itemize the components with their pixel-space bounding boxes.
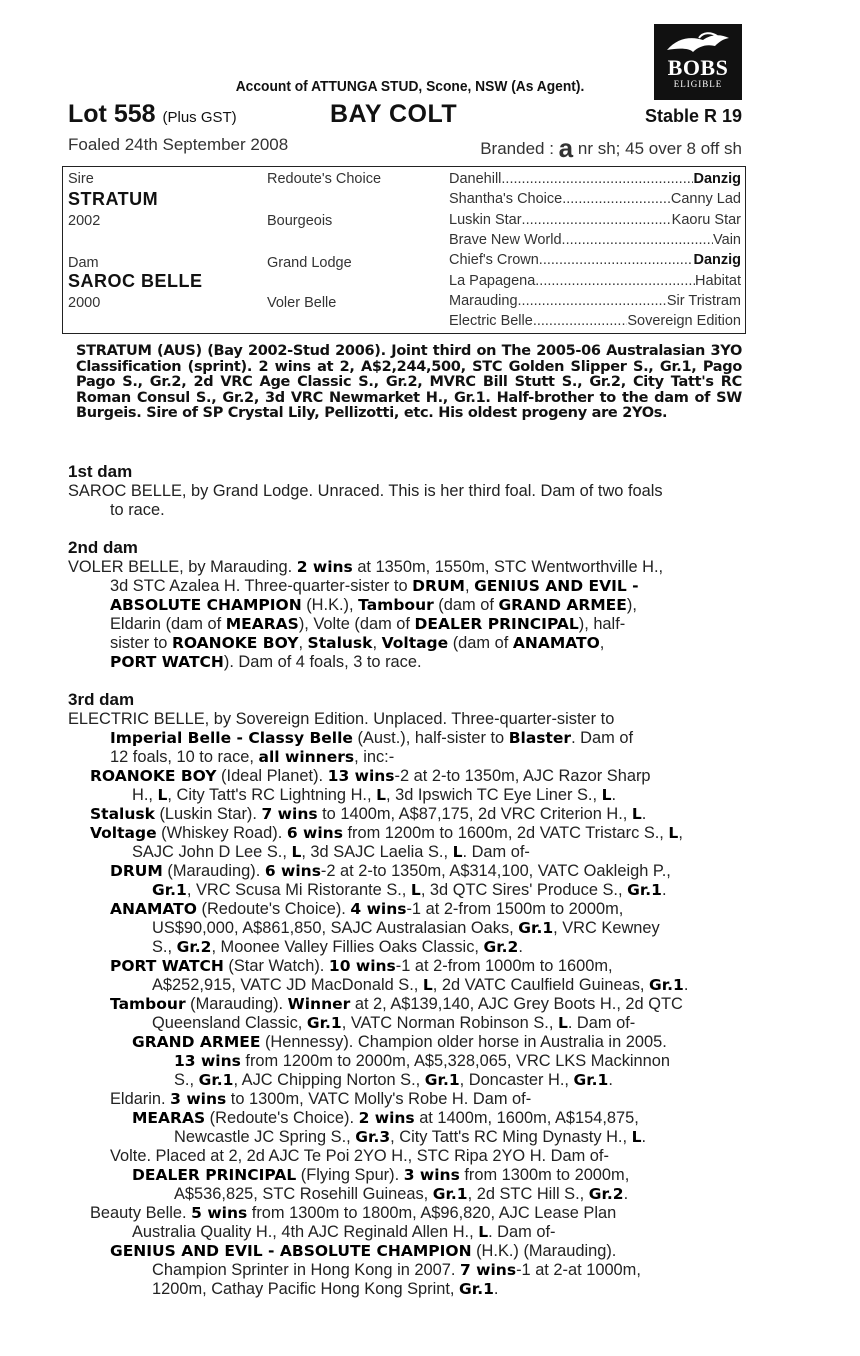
gen3-sire: Canny Lad [670,191,741,208]
sire-description: STRATUM (AUS) (Bay 2002-Stud 2006). Joint third on The 2005-06 Australasian 3YO Classification (sprint). 2 wins at 2, A$2,244,500, STC Golden Slipper S., Gr.1, Pago Pago S., Gr.2, 2d VRC Age Classic S., Gr.2, MVRC Bill Stutt S., Gr.2, City Tatt's RC Roman Consul S., Gr.2, 3d VRC Newmarket H., Gr.1. Half-brother to the dam of SW Burgeis. Sire of SP Crystal Lily, Pellizotti, etc. His oldest progeny are 2YOs. [76,343,742,421]
third-dam-line: Stalusk (Luskin Star). 7 wins to 1400m, A$87,175, 2d VRC Criterion H., L. [90,805,647,823]
gen3-sire: Sir Tristram [666,292,741,309]
third-dam-line: Volte. Placed at 2, 2d AJC Te Poi 2YO H., STC Ripa 2YO H. Dam of- [110,1147,609,1165]
pedigree-gen3-row [449,293,741,309]
horse-icon [663,30,733,56]
gen3-sire: Danzig [693,252,741,269]
third-dam-line: GRAND ARMEE (Hennessy). Champion older horse in Australia in 2005. [132,1033,667,1051]
third-dam-line: ELECTRIC BELLE, by Sovereign Edition. Unplaced. Three-quarter-sister to [68,710,615,728]
sire-name: STRATUM [68,189,159,209]
third-dam-line: MEARAS (Redoute's Choice). 2 wins at 1400m, 1600m, A$154,875, [132,1109,639,1127]
third-dam-line: Newcastle JC Spring S., Gr.3, City Tatt's RC Ming Dynasty H., L. [174,1128,647,1146]
second-dam-line: VOLER BELLE, by Marauding. 2 wins at 1350m, 1550m, STC Wentworthville H., [68,558,664,576]
third-dam-line: A$252,915, VATC JD MacDonald S., L, 2d VATC Caulfield Guineas, Gr.1. [152,976,689,994]
gen3-ancestor: Danehill [449,171,502,187]
third-dam-line: ANAMATO (Redoute's Choice). 4 wins-1 at 2-from 1500m to 2000m, [110,900,624,918]
second-dam-line: 3d STC Azalea H. Three-quarter-sister to DRUM, GENIUS AND EVIL - [110,577,639,595]
leader-dots [562,232,714,248]
dam-sire: Grand Lodge [267,255,352,271]
pedigree-table [62,166,746,334]
pedigree-gen3-row [449,252,741,268]
bobs-eligible-logo: BOBS ELIGIBLE [654,24,742,100]
dam-dam: Voler Belle [267,295,337,311]
third-dam-line: US$90,000, A$861,850, SAJC Australasian Oaks, Gr.1, VRC Kewney [152,919,660,937]
first-dam-line-1: SAROC BELLE, by Grand Lodge. Unraced. This is her third foal. Dam of two foals [68,482,663,500]
third-dam-line: GENIUS AND EVIL - ABSOLUTE CHAMPION (H.K.) (Marauding). [110,1242,617,1260]
sire-label: Sire [68,171,94,187]
third-dam-line: Tambour (Marauding). Winner at 2, A$139,140, AJC Grey Boots H., 2d QTC [110,995,683,1013]
stable-number: Stable R 19 [644,106,742,126]
account-line: Account of ATTUNGA STUD, Scone, NSW (As Agent). [235,78,585,95]
leader-dots [501,171,693,187]
third-dam-line: 13 wins from 1200m to 2000m, A$5,328,065, VRC LKS Mackinnon [174,1052,670,1070]
pedigree-gen3-row [449,313,741,329]
second-dam-line: PORT WATCH). Dam of 4 foals, 3 to race. [110,653,422,671]
gen3-sire: Danzig [693,171,741,187]
pedigree-gen3-row [449,232,741,248]
sire-sire: Redoute's Choice [267,171,382,187]
pedigree-gen3-row [449,212,741,228]
second-dam-line: ABSOLUTE CHAMPION (H.K.), Tambour (dam of GRAND ARMEE), [110,596,637,614]
third-dam-line: Eldarin. 3 wins to 1300m, VATC Molly's Robe H. Dam of- [110,1090,532,1108]
third-dam-line: Imperial Belle - Classy Belle (Aust.), half-sister to Blaster. Dam of [110,729,634,747]
lot-label: Lot 558 [68,100,156,128]
gen3-sire: Habitat [695,272,741,289]
third-dam-line: 1200m, Cathay Pacific Hong Kong Sprint, Gr.1. [152,1280,499,1298]
first-dam-line-2: to race. [110,501,165,519]
dam-label: Dam [68,255,99,271]
sire-year: 2002 [68,213,101,229]
foaled-date: Foaled 24th September 2008 [68,135,289,154]
third-dam-line: S., Gr.1, AJC Chipping Norton S., Gr.1, Doncaster H., Gr.1. [174,1071,613,1089]
plus-gst: (Plus GST) [162,109,237,126]
dam-name: SAROC BELLE [68,271,203,291]
sire-dam: Bourgeois [267,213,333,229]
second-dam-line: Eldarin (dam of MEARAS), Volte (dam of DEALER PRINCIPAL), half- [110,615,626,633]
third-dam-line: PORT WATCH (Star Watch). 10 wins-1 at 2-from 1000m to 1600m, [110,957,613,975]
pedigree-gen3-row [449,191,741,207]
brand-mark: a [558,133,574,163]
leader-dots [518,293,667,309]
gen3-ancestor: Marauding [449,292,518,309]
leader-dots [533,313,628,329]
third-dam-line: Gr.1, VRC Scusa Mi Ristorante S., L, 3d QTC Sires' Produce S., Gr.1. [152,881,667,899]
third-dam-line: Champion Sprinter in Hong Kong in 2007. 7 wins-1 at 2-at 1000m, [152,1261,641,1279]
lot-number [68,100,237,129]
gen3-sire: Sovereign Edition [627,313,741,330]
third-dam-heading: 3rd dam [68,690,135,709]
horse-sex: BAY COLT [330,100,458,128]
branded-info: Branded : a nr sh; 45 over 8 off sh [480,133,742,163]
first-dam-heading: 1st dam [68,462,133,481]
gen3-ancestor: Brave New World [449,231,562,248]
third-dam-line: DRUM (Marauding). 6 wins-2 at 2-to 1350m, A$314,100, VATC Oakleigh P., [110,862,671,880]
leader-dots [562,191,671,207]
gen3-ancestor: Luskin Star [449,211,522,228]
third-dam-line: A$536,825, STC Rosehill Guineas, Gr.1, 2d STC Hill S., Gr.2. [174,1185,629,1203]
third-dam-line: ROANOKE BOY (Ideal Planet). 13 wins-2 at 2-to 1350m, AJC Razor Sharp [90,767,651,785]
pedigree-gen3-row [449,273,741,289]
leader-dots [539,252,694,268]
third-dam-line: Beauty Belle. 5 wins from 1300m to 1800m, A$96,820, AJC Lease Plan [90,1204,617,1222]
gen3-ancestor: Electric Belle [449,313,533,330]
third-dam-line: S., Gr.2, Moonee Valley Fillies Oaks Classic, Gr.2. [152,938,523,956]
pedigree-gen3-row [449,171,741,187]
gen3-ancestor: La Papagena [449,272,536,289]
dam-year: 2000 [68,295,101,311]
third-dam-line: DEALER PRINCIPAL (Flying Spur). 3 wins from 1300m to 2000m, [132,1166,630,1184]
third-dam-line: 12 foals, 10 to race, all winners, inc:- [110,748,395,766]
third-dam-line: H., L, City Tatt's RC Lightning H., L, 3d Ipswich TC Eye Liner S., L. [132,786,617,804]
second-dam-line: sister to ROANOKE BOY, Stalusk, Voltage (dam of ANAMATO, [110,634,605,652]
gen3-ancestor: Shantha's Choice [449,191,563,208]
third-dam-line: SAJC John D Lee S., L, 3d SAJC Laelia S., L. Dam of- [132,843,530,861]
gen3-ancestor: Chief's Crown [449,252,539,269]
second-dam-heading: 2nd dam [68,538,138,557]
leader-dots [535,273,695,289]
third-dam-line: Queensland Classic, Gr.1, VATC Norman Robinson S., L. Dam of- [152,1014,636,1032]
leader-dots [522,212,672,228]
gen3-sire: Vain [713,231,741,248]
third-dam-line: Voltage (Whiskey Road). 6 wins from 1200m to 1600m, 2d VATC Tristarc S., L, [90,824,683,842]
third-dam-line: Australia Quality H., 4th AJC Reginald Allen H., L. Dam of- [132,1223,556,1241]
gen3-sire: Kaoru Star [671,211,741,228]
